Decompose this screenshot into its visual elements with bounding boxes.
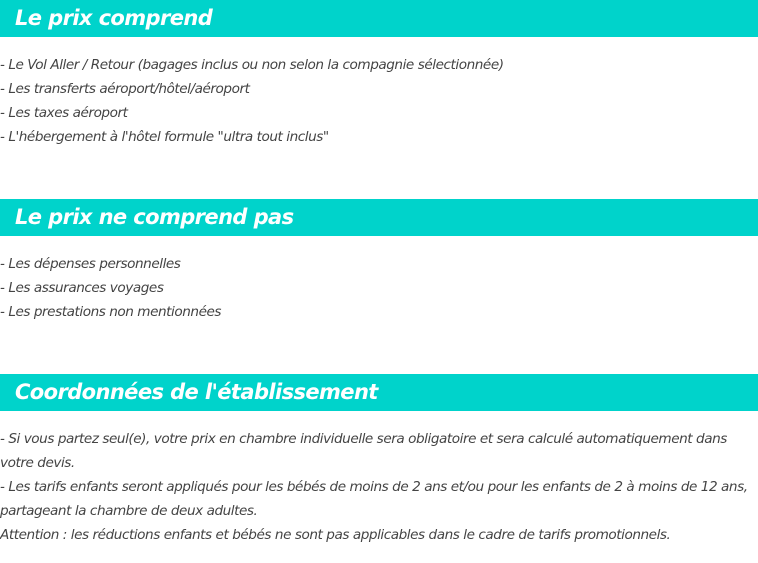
note-attention: Attention : les réductions enfants et bébés ne sont pas applicables dans le cadre de tarifs promotionnels.	[0, 527, 671, 543]
list-item: - L'hébergement à l'hôtel formule "ultra tout inclus"	[0, 129, 329, 145]
not-included-list	[0, 252, 221, 324]
note-child-rates: - Les tarifs enfants seront appliqués pour les bébés de moins de 2 ans et/ou pour les enfants de 2 à moins de 12 ans, partageant la chambre de deux adultes.	[0, 479, 748, 519]
section-header-not-included: Le prix ne comprend pas	[0, 199, 758, 236]
list-item: - Les taxes aéroport	[0, 105, 128, 121]
list-item: - Le Vol Aller / Retour (bagages inclus ou non selon la compagnie sélectionnée)	[0, 57, 504, 73]
list-item: - Les dépenses personnelles	[0, 256, 181, 272]
section-header-included: Le prix comprend	[0, 0, 758, 37]
list-item: - Les prestations non mentionnées	[0, 304, 222, 320]
list-item: - Les transferts aéroport/hôtel/aéroport	[0, 81, 250, 97]
list-item: - Les assurances voyages	[0, 280, 164, 296]
included-list	[0, 53, 504, 149]
note-single-room: - Si vous partez seul(e), votre prix en chambre individuelle sera obligatoire et sera calculé automatiquement dans votre devis.	[0, 431, 727, 471]
section-header-establishment: Coordonnées de l'établissement	[0, 374, 758, 411]
